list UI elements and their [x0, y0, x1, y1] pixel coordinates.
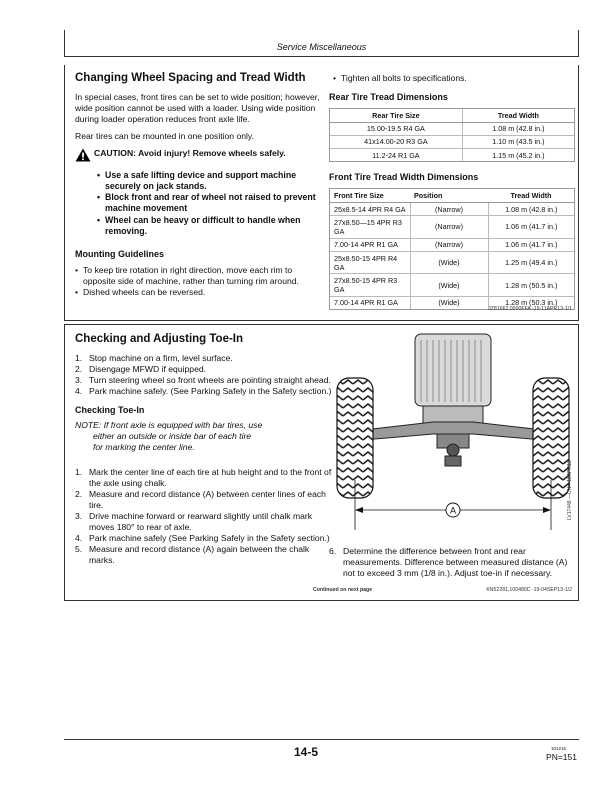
mounting-item: • To keep tire rotation in right direction, move each rim to opposite side of machine, rather than turning rim around.: [75, 265, 320, 287]
callout-a-label: A: [449, 505, 457, 516]
table-cell: 25x8.5-14 4PR R4 GA: [330, 203, 410, 216]
table-cell: 25x8.50-15 4PR R4 GA: [330, 252, 410, 274]
section-toe-in: [64, 324, 579, 600]
step-text: Mark the center line of each tire at hub height and to the front of the axle using chalk.: [89, 467, 332, 489]
step-number: 4.: [75, 533, 83, 544]
front-header-size: Front Tire Size: [330, 189, 410, 203]
section1-left-column: [75, 71, 320, 298]
page-number: 14-5: [293, 745, 319, 759]
caution-item: • Block front and rear of wheel not raised to prevent machine movement: [97, 192, 320, 215]
section1-title: Changing Wheel Spacing and Tread Width: [75, 72, 306, 84]
rear-header-tread: Tread Width: [462, 109, 574, 123]
step-number: 1.: [75, 467, 83, 478]
table-cell: 27x8.50—15 4PR R3 GA: [330, 216, 410, 238]
front-tire-table: [330, 189, 574, 309]
table-cell: (Wide): [410, 274, 488, 296]
tighten-list: [333, 73, 575, 84]
step-text: Park machine safely. (See Parking Safely in the Safety section.): [89, 385, 332, 396]
section2-ref: KN52281,100480C -19-04SEP13-1/2: [486, 587, 572, 593]
caution-item: • Use a safe lifting device and support machine securely on jack stands.: [97, 170, 320, 193]
step-text: Measure and record distance (A) between center lines of each tire.: [89, 489, 326, 511]
step-item: [75, 386, 337, 397]
mounting-guidelines-title: Mounting Guidelines: [75, 249, 164, 260]
footer-pn: PN=151: [546, 752, 577, 762]
table-cell: (Narrow): [410, 216, 488, 238]
step-item: [75, 467, 337, 489]
front-header-tread: Tread Width: [488, 189, 574, 203]
step-text: Park machine safely (See Parking Safely in the Safety section.): [89, 533, 330, 544]
table-cell: 1.06 m (41.7 in.): [488, 238, 574, 251]
step-item: [75, 489, 337, 511]
table-cell: 1.28 m (50.5 in.): [488, 274, 574, 296]
caution-block: [75, 148, 320, 162]
table-cell: 7.00-14 4PR R1 GA: [330, 296, 410, 309]
section-wheel-spacing: [64, 65, 579, 320]
check-steps: [75, 467, 337, 566]
step-number: 1.: [75, 352, 83, 363]
step-text: Disengage MFWD if equipped.: [89, 363, 207, 374]
caution-item: • Wheel can be heavy or difficult to handle when removing.: [97, 215, 320, 238]
step-text: Stop machine on a firm, level surface.: [89, 352, 233, 363]
table-cell: 1.06 m (41.7 in.): [488, 216, 574, 238]
caution-text: CAUTION: Avoid injury! Remove wheels safely.: [94, 147, 286, 158]
table-cell: 41x14.00-20 R3 GA: [330, 135, 462, 148]
mounting-item: • Dished wheels can be reversed.: [75, 287, 320, 298]
final-steps: [329, 546, 575, 579]
table-row: [330, 252, 574, 274]
table-cell: 27x8.50-15 4PR R3 GA: [330, 274, 410, 296]
warning-triangle-icon: [75, 148, 91, 162]
step-item: [75, 544, 337, 566]
table-cell: 1.15 m (45.2 in.): [492, 150, 545, 160]
step-number: 5.: [75, 544, 83, 555]
table-row: [330, 216, 574, 238]
section2-title: Checking and Adjusting Toe-In: [75, 333, 244, 345]
step-text: Determine the difference between front and rear measurements. Difference between measured distance (A) not to exceed 3 mm (1/8 in.). Adjust toe-in if necessary.: [343, 546, 568, 578]
prep-steps: [75, 353, 337, 397]
step-text: Drive machine forward or rearward slightly until chalk mark moves 180° to rear of axle.: [89, 511, 313, 533]
section1-ref: JZ81662,0000FFA -19-11APR13-1/1: [488, 306, 572, 312]
step-item: [75, 533, 337, 544]
step-number: 6.: [329, 546, 337, 556]
mounting-list: [75, 265, 320, 298]
table-cell: (Wide): [410, 252, 488, 274]
footer-rule: [64, 739, 579, 740]
table-cell: (Wide): [410, 296, 488, 309]
note-line: NOTE: If front axle is equipped with bar tires, use: [75, 420, 263, 431]
table-row: [330, 135, 574, 148]
hood-shape: [415, 334, 491, 406]
step-item: [329, 546, 575, 579]
step-number: 2.: [75, 363, 83, 374]
table-row: [330, 149, 574, 162]
table-cell: 1.08 m (42.8 in.): [488, 203, 574, 216]
note-line: for marking the center line.: [93, 442, 195, 453]
table-cell: (Narrow): [410, 238, 488, 251]
continued-note: Continued on next page: [313, 587, 373, 593]
section2-left-column: [75, 332, 337, 566]
step-item: [75, 364, 337, 375]
step-number: 4.: [75, 385, 83, 396]
table-cell: 11.2-24 R1 GA: [330, 149, 462, 162]
note-line: either an outside or inside bar of each tire: [93, 431, 252, 442]
caution-list: [97, 170, 320, 238]
step-item: [75, 511, 337, 533]
note-block: [75, 420, 337, 453]
table-cell: 1.25 m (49.4 in.): [488, 252, 574, 274]
step-text: Turn steering wheel so front wheels are pointing straight ahead.: [89, 374, 331, 385]
table-row: [330, 203, 574, 216]
rear-header-size: Rear Tire Size: [330, 109, 462, 123]
table-cell: (Narrow): [410, 203, 488, 216]
table-cell: 1.08 m (42.8 in.): [462, 122, 574, 135]
step6-block: [329, 546, 575, 579]
section1-bottom-rule: [64, 320, 579, 321]
tighten-item: • Tighten all bolts to specifications.: [333, 73, 575, 84]
table-cell: 15.00-19.5 R4 GA: [330, 122, 462, 135]
table-row: [330, 122, 574, 135]
front-header-position: Position: [410, 189, 488, 203]
section2-bottom-rule: [64, 600, 579, 601]
step-item: [75, 375, 337, 386]
section1-para2: Rear tires can be mounted in one position only.: [75, 130, 254, 141]
rear-tire-table: [330, 109, 574, 162]
step-text: Measure and record distance (A) again between the chalk marks.: [89, 544, 310, 566]
step-item: [75, 353, 337, 364]
figure-ref: LV17448 —UN—12APR13: [567, 460, 573, 520]
section1-right-column: [329, 73, 575, 310]
running-header: Service Miscellaneous: [276, 42, 367, 52]
toe-in-figure: [333, 330, 573, 552]
step-number: 3.: [75, 374, 83, 385]
step-number: 3.: [75, 511, 83, 522]
rear-table-title: Rear Tire Tread Dimensions: [329, 92, 448, 102]
table-cell: 1.10 m (43.5 in.): [462, 135, 574, 148]
table-cell: 1.28 m (50.3 in.): [505, 298, 558, 308]
front-table-title: Front Tire Tread Width Dimensions: [329, 172, 479, 183]
checking-toe-in-title: Checking Toe-In: [75, 404, 145, 415]
table-row: [330, 238, 574, 251]
footer-date: 101216: [550, 746, 566, 751]
table-cell: 7.00-14 4PR R1 GA: [330, 238, 410, 251]
rear-table-box: [329, 108, 575, 163]
front-table-box: [329, 188, 575, 310]
section1-para1: In special cases, front tires can be set to wide position; however, wide position cannot be used with a loader. Using wide position during loader operation reduces front axle life.: [75, 91, 320, 124]
table-row: [330, 274, 574, 296]
header-rule: [64, 56, 579, 57]
step-number: 2.: [75, 489, 83, 500]
